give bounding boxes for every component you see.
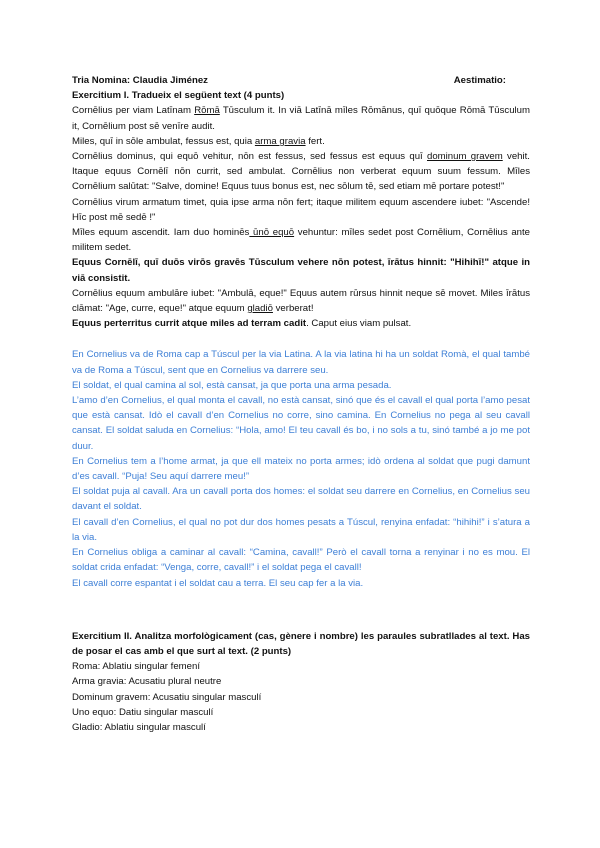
latin-paragraph: Miles, quī in sōle ambulat, fessus est, quia arma gravia fert. bbox=[72, 135, 325, 147]
latin-paragraph: Equus perterritus currit atque miles ad terram cadit. Caput eius viam pulsat. bbox=[72, 318, 412, 330]
latin-paragraph: Mīles equum ascendit. Iam duo hominēs ūnō equō vehuntur: mīles sedet post Cornēlium, Cornēlius ante militem sedet. bbox=[72, 227, 531, 254]
translation-paragraph: El soldat, el qual camina al sol, està cansat, ja que porta una arma pesada. bbox=[72, 379, 392, 391]
analysis-item: Dominum gravem: Acusatiu singular masculí bbox=[72, 691, 262, 703]
translation-paragraph: En Cornelius obliga a caminar al cavall: “Camina, cavall!” Però el cavall torna a renyinar i no es mou. El soldat crida enfadat: “Venga, corre, cavall!” i el soldat pega el cavall! bbox=[72, 547, 530, 574]
translation-paragraph: El cavall corre espantat i el soldat cau a terra. El seu cap fer a la via. bbox=[72, 577, 364, 589]
student-name: Tria Nomina: Claudia Jiménez bbox=[72, 75, 208, 86]
underlined-gladio: gladiō bbox=[247, 303, 273, 315]
latin-text bbox=[72, 103, 530, 331]
latin-paragraph: Cornēlius virum armatum timet, quia ipse arma nōn fert; itaque militem equum ascendere iubet: "Ascende! Hīc post mē sedē !" bbox=[72, 196, 530, 223]
underlined-roma: Rōmā bbox=[194, 105, 220, 117]
score-label: Aestimatio: bbox=[453, 75, 506, 86]
latin-paragraph-bold: Equus Cornēlī, quī duōs virōs gravēs Tūsculum vehere nōn potest, īrātus hinnit: "Hihihī!" atque in viā consistit. bbox=[72, 257, 530, 284]
exercise-1-title: Exercitium I. Tradueix el següent text (4 punts) bbox=[72, 90, 285, 102]
translation-paragraph: El cavall d’en Cornelius, el qual no pot dur dos homes pesats a Túscul, renyina enfadat: “hihihi!” i s’atura a la via. bbox=[72, 516, 530, 543]
exercise-2 bbox=[72, 629, 530, 735]
analysis-item: Arma gravia: Acusatiu plural neutre bbox=[72, 676, 222, 688]
underlined-uno-equo: ūnō equō bbox=[249, 227, 295, 239]
translation-paragraph: En Cornelius tem a l’home armat, ja que ell mateix no porta armes; idò ordena al soldat que pugi damunt d’es cavall. “Puja! Seu aquí darrere meu!” bbox=[72, 455, 530, 483]
exercise-2-title: Exercitium II. Analitza morfològicament (cas, gènere i nombre) les paraules subratllades al text. Has de posar el cas amb el que surt al text. (2 punts) bbox=[72, 630, 530, 657]
header-row bbox=[72, 73, 530, 88]
document-content bbox=[72, 73, 530, 735]
translation-paragraph: En Cornelius va de Roma cap a Túscul per la via Latina. A la via latina hi ha un soldat Romà, el qual també va de Roma a Túscul, sent que en Cornelius va darrere seu. bbox=[72, 349, 530, 376]
latin-paragraph: Cornēlius per viam Latīnam Rōmā Tūsculum it. In viā Latīnā mīles Rōmānus, quī quōque Rōmā Tūsculum it, Cornēlium post sē venīre audit. bbox=[72, 105, 530, 132]
latin-paragraph: Cornēlius equum ambulāre iubet: "Ambulā, eque!" Equus autem rūrsus hinnit neque sē movet. Miles īrātus clāmat: "Age, curre, eque!" atque equum gladiō verberat! bbox=[72, 287, 530, 315]
translation-paragraph: El soldat puja al cavall. Ara un cavall porta dos homes: el soldat seu darrere en Cornelius, en Cornelius seu davant el soldat. bbox=[72, 486, 530, 513]
translation-text bbox=[72, 347, 530, 590]
translation-paragraph: L’amo d’en Cornelius, el qual monta el cavall, no està cansat, sinó que és el cavall el qual porta l’amo pesat que està cansat. Idò el cavall d’en Cornelius no corre, sino camina. En Cornelius no pega al seu cavall cansat. El soldat saluda en Cornelius: “Hola, amo! El teu cavall és bo, i no sols a tu, sinó també a jo me pot duur. bbox=[72, 395, 530, 452]
analysis-item: Roma: Ablatiu singular femení bbox=[72, 661, 200, 673]
analysis-item: Uno equo: Datiu singular masculí bbox=[72, 706, 214, 718]
underlined-arma-gravia: arma gravia bbox=[254, 135, 306, 147]
analysis-list bbox=[72, 659, 530, 735]
latin-paragraph: Cornēlius dominus, qui equō vehitur, nōn est fessus, sed fessus est equus quī dominum gravem vehit. Itaque equus Cornēlī nōn currit, sed ambulat. Cornēlius non verberat equum suum fessum. Mīles Cornēlium salūtat: "Salve, domine! Equus tuus bonus est, nec sōlum tē, sed etiam mē portare potest!" bbox=[72, 151, 530, 193]
underlined-dominum-gravem: dominum gravem bbox=[427, 151, 503, 163]
analysis-item: Gladio: Ablatiu singular masculí bbox=[72, 721, 206, 733]
